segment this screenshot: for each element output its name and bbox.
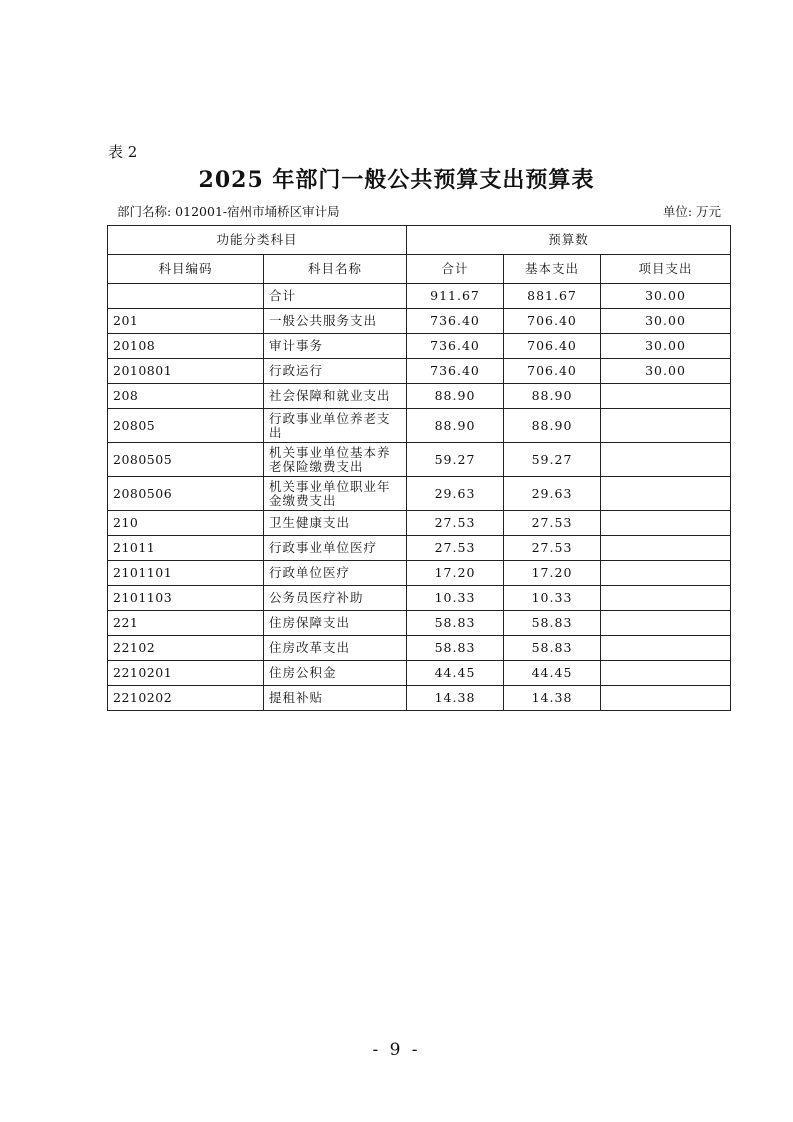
cell-project: 30.00 [601,284,731,309]
header-basic: 基本支出 [504,255,601,284]
table-row [108,561,731,586]
cell-name: 卫生健康支出 [264,511,407,536]
cell-project [601,636,731,661]
table-row [108,284,731,309]
cell-total: 29.63 [407,477,504,511]
cell-code: 2010801 [108,359,264,384]
cell-total: 17.20 [407,561,504,586]
cell-name: 行政单位医疗 [264,561,407,586]
cell-project [601,661,731,686]
cell-code: 22102 [108,636,264,661]
cell-name: 机关事业单位职业年金缴费支出 [264,477,407,511]
cell-basic: 706.40 [504,359,601,384]
header-total: 合计 [407,255,504,284]
cell-basic: 58.83 [504,636,601,661]
cell-basic: 88.90 [504,409,601,443]
cell-project: 30.00 [601,309,731,334]
cell-total: 88.90 [407,409,504,443]
cell-basic: 14.38 [504,686,601,711]
cell-name: 一般公共服务支出 [264,309,407,334]
cell-name: 提租补贴 [264,686,407,711]
cell-project [601,443,731,477]
table-row [108,334,731,359]
cell-project [601,686,731,711]
table-row [108,686,731,711]
cell-total: 736.40 [407,309,504,334]
header-code: 科目编码 [108,255,264,284]
cell-code: 221 [108,611,264,636]
table-row [108,477,731,511]
table-row [108,586,731,611]
header-project: 项目支出 [601,255,731,284]
cell-basic: 706.40 [504,309,601,334]
cell-basic: 27.53 [504,511,601,536]
header-function-category: 功能分类科目 [108,226,407,255]
cell-total: 27.53 [407,511,504,536]
table-row [108,611,731,636]
cell-name: 行政事业单位养老支出 [264,409,407,443]
cell-project: 30.00 [601,359,731,384]
cell-basic: 59.27 [504,443,601,477]
table-row [108,443,731,477]
cell-project [601,561,731,586]
header-name: 科目名称 [264,255,407,284]
cell-basic: 27.53 [504,536,601,561]
cell-basic: 706.40 [504,334,601,359]
unit-label: 单位: 万元 [662,204,721,219]
page-number: - 9 - [372,1040,421,1060]
table-row [108,384,731,409]
budget-table [107,225,731,711]
cell-project [601,477,731,511]
cell-code: 2080506 [108,477,264,511]
cell-project: 30.00 [601,334,731,359]
cell-code: 2210201 [108,661,264,686]
cell-code: 20805 [108,409,264,443]
table-number: 表 2 [108,143,138,161]
table-row [108,359,731,384]
cell-total: 14.38 [407,686,504,711]
cell-total: 59.27 [407,443,504,477]
cell-basic: 29.63 [504,477,601,511]
cell-project [601,611,731,636]
cell-total: 88.90 [407,384,504,409]
cell-name: 住房保障支出 [264,611,407,636]
cell-basic: 17.20 [504,561,601,586]
cell-code: 210 [108,511,264,536]
cell-code [108,284,264,309]
cell-code: 2210202 [108,686,264,711]
cell-total: 58.83 [407,636,504,661]
cell-total: 44.45 [407,661,504,686]
cell-name: 住房改革支出 [264,636,407,661]
cell-code: 2080505 [108,443,264,477]
cell-total: 58.83 [407,611,504,636]
department-name: 部门名称: 012001-宿州市埇桥区审计局 [117,204,340,219]
cell-project [601,511,731,536]
cell-total: 736.40 [407,334,504,359]
cell-project [601,384,731,409]
table-row [108,636,731,661]
cell-name: 合计 [264,284,407,309]
table-row [108,661,731,686]
cell-basic: 44.45 [504,661,601,686]
cell-name: 机关事业单位基本养老保险缴费支出 [264,443,407,477]
cell-total: 27.53 [407,536,504,561]
table-row [108,409,731,443]
table-row [108,536,731,561]
cell-total: 10.33 [407,586,504,611]
cell-name: 住房公积金 [264,661,407,686]
cell-code: 20108 [108,334,264,359]
cell-total: 911.67 [407,284,504,309]
cell-project [601,586,731,611]
cell-basic: 10.33 [504,586,601,611]
table-row [108,309,731,334]
table-row [108,511,731,536]
cell-name: 审计事务 [264,334,407,359]
cell-project [601,536,731,561]
cell-basic: 881.67 [504,284,601,309]
cell-total: 736.40 [407,359,504,384]
cell-code: 2101103 [108,586,264,611]
header-budget-amount: 预算数 [407,226,731,255]
cell-code: 208 [108,384,264,409]
cell-basic: 88.90 [504,384,601,409]
cell-name: 行政事业单位医疗 [264,536,407,561]
header-row-columns [108,255,731,284]
cell-code: 201 [108,309,264,334]
header-row-group [108,226,731,255]
cell-code: 2101101 [108,561,264,586]
cell-code: 21011 [108,536,264,561]
cell-name: 公务员医疗补助 [264,586,407,611]
cell-name: 社会保障和就业支出 [264,384,407,409]
cell-basic: 58.83 [504,611,601,636]
cell-project [601,409,731,443]
table-body [108,284,731,711]
cell-name: 行政运行 [264,359,407,384]
page-title: 2025 年部门一般公共预算支出预算表 [198,167,595,193]
